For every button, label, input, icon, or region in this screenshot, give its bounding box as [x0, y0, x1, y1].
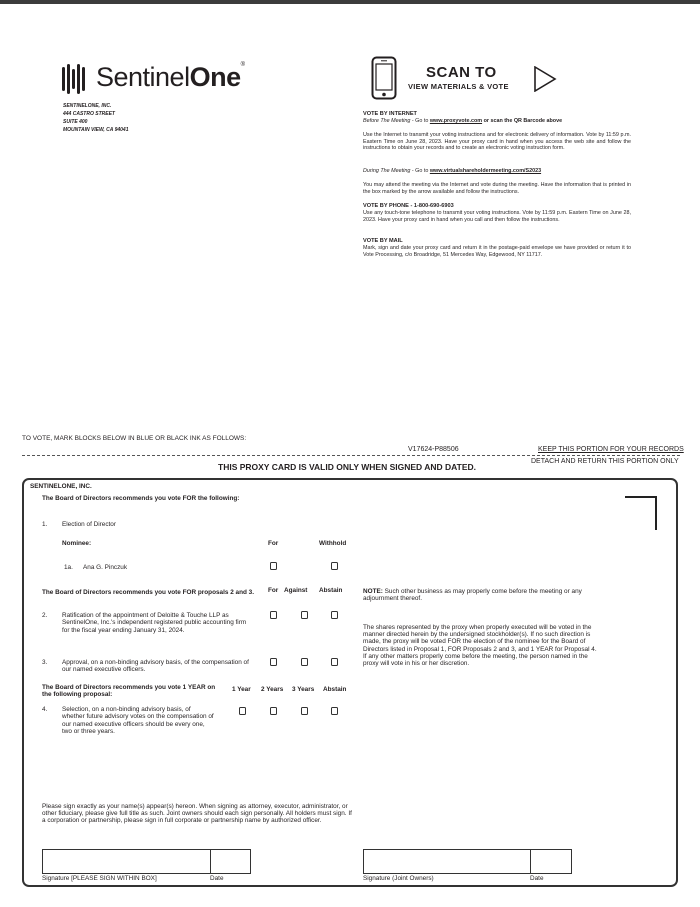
- corner-marker: [625, 496, 657, 530]
- vote-internet-heading: VOTE BY INTERNET: [363, 111, 417, 117]
- date-box[interactable]: [210, 849, 251, 874]
- col-2-years: 2 Years: [261, 686, 284, 693]
- item1-num: 1.: [42, 521, 48, 528]
- item3-for-checkbox[interactable]: [270, 658, 277, 666]
- item4-3-years-checkbox[interactable]: [301, 707, 308, 715]
- nominee-header: Nominee:: [62, 540, 92, 547]
- arrow-play-icon: [533, 66, 557, 92]
- item2-for-checkbox[interactable]: [270, 611, 277, 619]
- keep-portion-label: KEEP THIS PORTION FOR YOUR RECORDS: [535, 446, 687, 453]
- during-meeting-label: During The Meeting: [363, 168, 411, 174]
- proxy-card: [22, 478, 678, 887]
- signature-joint-label: Signature (Joint Owners): [363, 875, 434, 882]
- before-meeting-tail: or scan the QR Barcode above: [482, 118, 563, 124]
- scan-subtitle: VIEW MATERIALS & VOTE: [408, 82, 509, 91]
- during-meeting-goto: - Go to: [410, 168, 430, 174]
- before-meeting-goto: - Go to: [410, 118, 430, 124]
- date-joint-box[interactable]: [530, 849, 572, 874]
- note-label: NOTE:: [363, 588, 383, 595]
- sign-instructions: Please sign exactly as your name(s) appear(s) hereon. When signing as attorney, executor, administrator, or other fiduciary, please give full title as such. Joint owners should each sign personally. All holders must sign. If a corporation or partnership, please sign in full corporate or partnership name by authorized officer.: [42, 803, 352, 825]
- mark-instructions: TO VOTE, MARK BLOCKS BELOW IN BLUE OR BLACK INK AS FOLLOWS:: [22, 435, 247, 442]
- signature-joint-box[interactable]: [363, 849, 531, 874]
- col-for-2: For: [268, 587, 279, 594]
- smartphone-icon: [371, 56, 397, 100]
- item2-against-checkbox[interactable]: [301, 611, 308, 619]
- before-meeting-line: [363, 118, 631, 125]
- address-line-2: 444 CASTRO STREET: [63, 111, 115, 117]
- sentinelone-logo-icon: [62, 63, 88, 95]
- col-withhold: Withhold: [319, 540, 347, 547]
- control-code: V17624-P88506: [405, 446, 462, 453]
- signature-label: Signature [PLEASE SIGN WITHIN BOX]: [42, 875, 157, 882]
- col-for: For: [268, 540, 279, 547]
- card-company: SENTINELONE, INC.: [30, 483, 92, 490]
- virtual-meeting-link[interactable]: www.virtualshareholdermeeting.com/S2023: [429, 168, 542, 174]
- logo-text-part1: Sentinel: [96, 62, 190, 92]
- item4-num: 4.: [42, 706, 48, 713]
- item3-text: Approval, on a non-binding advisory basis, of the compensation of our named executive officers.: [62, 659, 249, 674]
- nominee-withhold-checkbox[interactable]: [331, 562, 338, 570]
- item3-num: 3.: [42, 659, 48, 666]
- proxyvote-link[interactable]: www.proxyvote.com: [429, 118, 483, 124]
- col-against: Against: [284, 587, 308, 594]
- item3-against-checkbox[interactable]: [301, 658, 308, 666]
- signature-box[interactable]: [42, 849, 211, 874]
- nominee-num: 1a.: [64, 564, 73, 571]
- item2-abstain-checkbox[interactable]: [331, 611, 338, 619]
- detach-dashed-line: [22, 455, 680, 456]
- top-border: [0, 0, 700, 4]
- vote-phone-heading: VOTE BY PHONE - 1-800-690-6903: [363, 203, 454, 209]
- col-abstain: Abstain: [319, 587, 343, 594]
- address-line-4: MOUNTAIN VIEW, CA 94041: [63, 127, 129, 133]
- internet-text: Use the Internet to transmit your voting instructions and for electronic delivery of information. Vote by 11:59 p.m. Eastern Time on June 28, 2023. Have your proxy card in hand when you access the web site and follow the instructions to obtain your records and to create an electronic voting instruction form.: [363, 132, 631, 152]
- board-rec-3: The Board of Directors recommends you vote 1 YEAR on the following proposal:: [42, 684, 216, 699]
- return-portion-label: DETACH AND RETURN THIS PORTION ONLY: [531, 458, 679, 465]
- note-text: [363, 588, 601, 602]
- nominee-name: Ana G. Pinczuk: [83, 564, 128, 571]
- item2-num: 2.: [42, 612, 48, 619]
- item3-abstain-checkbox[interactable]: [331, 658, 338, 666]
- col-abstain-2: Abstain: [323, 686, 347, 693]
- before-meeting-label: Before The Meeting: [363, 118, 411, 124]
- board-rec-2: The Board of Directors recommends you vote FOR proposals 2 and 3.: [42, 589, 255, 596]
- address-line-3: SUITE 400: [63, 119, 88, 125]
- date-label: Date: [210, 875, 224, 882]
- item2-text: Ratification of the appointment of Deloitte & Touche LLP as SentinelOne, Inc.'s independent registered public accounting firm for the fiscal year ending January 31, 2024.: [62, 612, 247, 634]
- during-meeting-text: You may attend the meeting via the Internet and vote during the meeting. Have the information that is printed in the box marked by the arrow available and follow the instructions.: [363, 182, 631, 195]
- scan-title: SCAN TO: [426, 64, 497, 81]
- note-body: Such other business as may properly come before the meeting or any adjournment thereof.: [363, 588, 582, 603]
- vote-mail-heading: VOTE BY MAIL: [363, 238, 403, 244]
- company-logo-text: SentinelOne®: [96, 62, 245, 92]
- logo-text-part2: One: [189, 62, 241, 92]
- item4-text: Selection, on a non-binding advisory basis, of whether future advisory votes on the compensation of our named executive officers should be every one, two or three years.: [62, 706, 214, 736]
- date-joint-label: Date: [530, 875, 544, 882]
- item4-abstain-checkbox[interactable]: [331, 707, 338, 715]
- col-3-years: 3 Years: [292, 686, 315, 693]
- item1-label: Election of Director: [62, 521, 116, 528]
- phone-text: Use any touch-tone telephone to transmit your voting instructions. Vote by 11:59 p.m. Eastern Time on June 28, 2023. Have your proxy card in hand when you call and then follow the instructions.: [363, 210, 631, 223]
- shares-text: The shares represented by the proxy when properly executed will be voted in the manner directed herein by the undersigned stockholder(s). If no such direction is made, the proxy will be voted FOR the election of the nominee for the Board of Directors listed in Proposal 1, FOR Proposals 2 and 3, and 1 YEAR for Proposal 4. If any other matters properly come before the meeting, the person named in the proxy will vote in his or her discretion.: [363, 624, 597, 668]
- valid-notice: THIS PROXY CARD IS VALID ONLY WHEN SIGNED AND DATED.: [218, 462, 477, 472]
- item4-1-year-checkbox[interactable]: [239, 707, 246, 715]
- address-line-1: SENTINELONE, INC.: [63, 103, 112, 109]
- item4-2-years-checkbox[interactable]: [270, 707, 277, 715]
- board-rec-1: The Board of Directors recommends you vote FOR the following:: [42, 495, 240, 502]
- col-1-year: 1 Year: [232, 686, 251, 693]
- mail-text: Mark, sign and date your proxy card and return it in the postage-paid envelope we have provided or return it to Vote Processing, c/o Broadridge, 51 Mercedes Way, Edgewood, NY 11717.: [363, 245, 631, 258]
- nominee-for-checkbox[interactable]: [270, 562, 277, 570]
- during-meeting-line: [363, 168, 631, 175]
